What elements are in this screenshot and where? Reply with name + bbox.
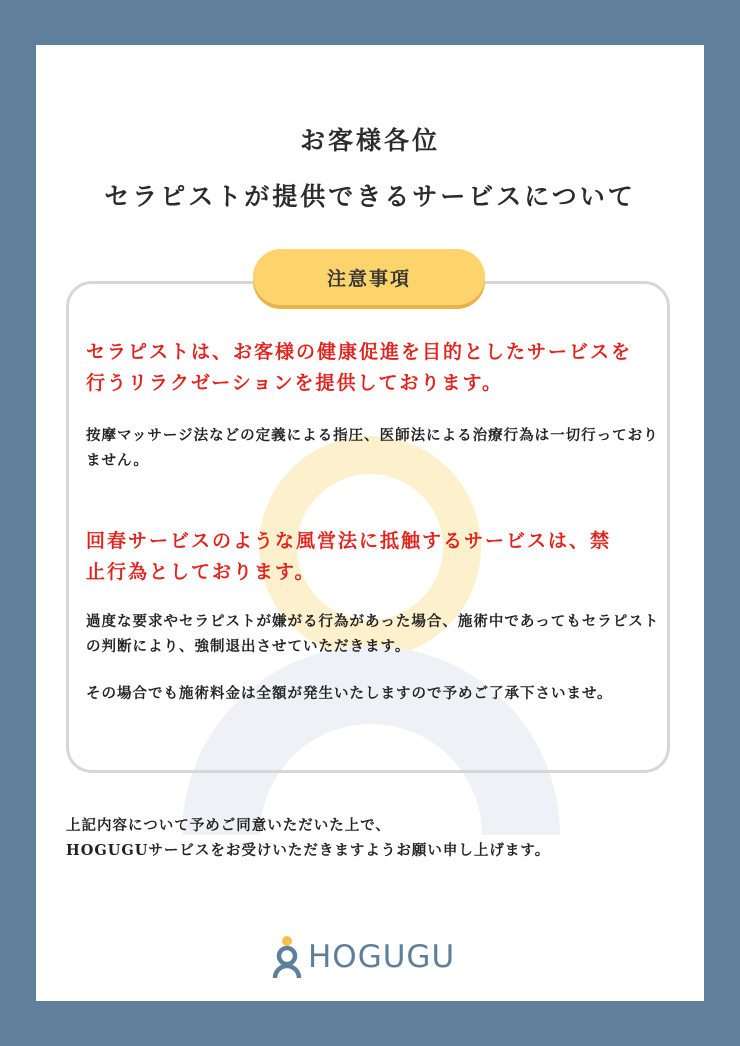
page-title: セラピストが提供できるサービスについて <box>104 182 636 211</box>
hogugu-logo <box>272 931 455 983</box>
notice-page <box>36 45 704 1001</box>
notice-text-3: その場合でも施術料金は全額が発生いたしますので予めご了承下さいませ。 <box>86 685 613 702</box>
logo-wordmark: HOGUGU <box>308 939 456 975</box>
footer-line-1: 上記内容について予めご同意いただいた上で、 <box>66 817 391 834</box>
notice-highlight-2: 回春サービスのような風営法に抵触するサービスは、禁止行為としております。 <box>86 530 612 583</box>
notice-badge: 注意事項 <box>253 249 485 305</box>
page-title-greeting: お客様各位 <box>299 126 440 155</box>
notice-highlight-1: セラピストは、お客様の健康促進を目的としたサービスを行うリラクゼーションを提供しております。 <box>86 341 633 394</box>
footer-text <box>66 813 686 863</box>
notice-text-2: 過度な要求やセラピストが嫌がる行為があった場合、施術中であってもセラピストの判断により、強制退出させていただきます。 <box>86 613 660 655</box>
person-icon <box>272 934 302 980</box>
notice-text-1: 按摩マッサージ法などの定義による指圧、医師法による治療行為は一切行っておりません。 <box>86 427 659 469</box>
footer-line-2: HOGUGUサービスをお受けいただきますようお願い申し上げます。 <box>66 842 551 859</box>
